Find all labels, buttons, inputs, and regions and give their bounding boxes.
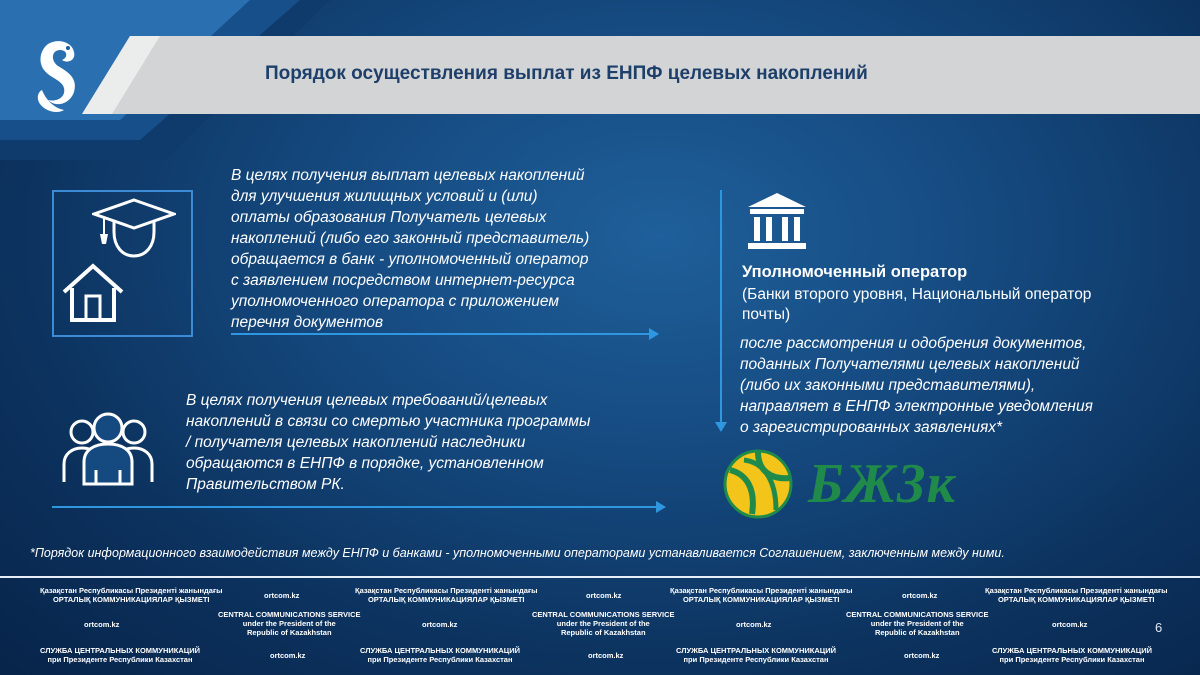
- footer-ru-line1: СЛУЖБА ЦЕНТРАЛЬНЫХ КОММУНИКАЦИЙ: [992, 646, 1153, 655]
- footer-ru-block: [676, 646, 836, 664]
- text-line: оплаты образования Получатель целевых: [231, 209, 547, 226]
- footer-site: ortcom.kz: [902, 591, 938, 600]
- arrow-to-enpf: [52, 506, 664, 508]
- footer-ru-line2: при Президенте Республики Казахстан: [367, 655, 513, 664]
- footer-ru-line2: при Президенте Республики Казахстан: [999, 655, 1145, 664]
- text-line: с заявлением посредством интернет-ресурса: [231, 272, 575, 289]
- footer-kz-block: [985, 586, 1167, 604]
- footer-kz-line1: Қазақстан Республикасы Президенті жанындағы: [985, 586, 1168, 595]
- footer-en-line1: CENTRAL COMMUNICATIONS SERVICE: [846, 610, 989, 619]
- bank-building-icon: [746, 191, 808, 251]
- footer-en-block: [846, 610, 989, 637]
- footer-kz-line1: Қазақстан Республикасы Президенті жанындағы: [40, 586, 223, 595]
- text-line: перечня документов: [231, 314, 384, 331]
- footer-kz-block: [40, 586, 222, 604]
- graduate-icon: [92, 198, 176, 260]
- page-title: Порядок осуществления выплат из ЕНПФ целевых накоплений: [265, 63, 868, 84]
- house-icon: [60, 262, 126, 324]
- page-number: 6: [1155, 620, 1163, 635]
- footer-en-line3: Republic of Kazakhstan: [560, 628, 646, 637]
- operator-subtitle: (Банки второго уровня, Национальный оператор почты): [742, 286, 1092, 323]
- text-line: накоплений в связи со смертью участника программы: [186, 413, 591, 430]
- footer-kz-line1: Қазақстан Республикасы Президенті жанындағы: [355, 586, 538, 595]
- footer-kz-block: [355, 586, 537, 604]
- text-line: после рассмотрения и одобрения документов,: [740, 335, 1087, 352]
- footer-site: ortcom.kz: [588, 651, 624, 660]
- paragraph-inheritance: [186, 390, 656, 495]
- footer-kz-line1: Қазақстан Республикасы Президенті жанындағы: [670, 586, 853, 595]
- footer-en-block: [218, 610, 361, 637]
- footer-en-line2: under the President of the: [870, 619, 964, 628]
- footer-en-line3: Republic of Kazakhstan: [874, 628, 960, 637]
- footer-kz-line2: ОРТАЛЫҚ КОММУНИКАЦИЯЛАР ҚЫЗМЕТІ: [52, 595, 210, 604]
- footer-site: ortcom.kz: [736, 620, 772, 629]
- text-line: (либо их законными представителями),: [740, 377, 1036, 394]
- footer-divider: [0, 576, 1200, 578]
- operator-title: Уполномоченный оператор: [742, 263, 968, 281]
- footer-site: ortcom.kz: [586, 591, 622, 600]
- footer-site: ortcom.kz: [1052, 620, 1088, 629]
- footer-ru-line2: при Президенте Республики Казахстан: [47, 655, 193, 664]
- footer-kz-line2: ОРТАЛЫҚ КОММУНИКАЦИЯЛАР ҚЫЗМЕТІ: [682, 595, 840, 604]
- footer-en-block: [532, 610, 675, 637]
- footer-ru-line2: при Президенте Республики Казахстан: [683, 655, 829, 664]
- footer-en-line2: under the President of the: [556, 619, 650, 628]
- footnote: *Порядок информационного взаимодействия между ЕНПФ и банками - уполномоченными операторами устанавливается Соглашением, заключенным между ними.: [30, 546, 1005, 560]
- footer: [0, 580, 1200, 675]
- footer-en-line1: CENTRAL COMMUNICATIONS SERVICE: [218, 610, 361, 619]
- text-line: В целях получения целевых требований/целевых: [186, 392, 548, 409]
- footer-site: ortcom.kz: [270, 651, 306, 660]
- text-line: Правительством РК.: [186, 476, 345, 493]
- text-line: направляет в ЕНПФ электронные уведомления: [740, 398, 1093, 415]
- text-line: В целях получения выплат целевых накоплений: [231, 167, 585, 184]
- footer-ru-line1: СЛУЖБА ЦЕНТРАЛЬНЫХ КОММУНИКАЦИЙ: [676, 646, 837, 655]
- footer-en-line1: CENTRAL COMMUNICATIONS SERVICE: [532, 610, 675, 619]
- footer-site: ortcom.kz: [422, 620, 458, 629]
- text-line: обращаются в ЕНПФ в порядке, установленном: [186, 455, 544, 472]
- footer-ru-line1: СЛУЖБА ЦЕНТРАЛЬНЫХ КОММУНИКАЦИЙ: [40, 646, 201, 655]
- footer-en-line3: Republic of Kazakhstan: [246, 628, 332, 637]
- text-line: поданных Получателями целевых накоплений: [740, 356, 1080, 373]
- arrow-to-operator: [231, 333, 657, 335]
- text-line: для улучшения жилищных условий и (или): [231, 188, 538, 205]
- enpf-logo-text: БЖЗк: [808, 453, 956, 515]
- footer-ru-block: [40, 646, 200, 664]
- footer-ru-block: [992, 646, 1152, 664]
- footer-site: ortcom.kz: [904, 651, 940, 660]
- text-line: уполномоченного оператора с приложением: [231, 293, 559, 310]
- footer-ru-block: [360, 646, 520, 664]
- text-line: о зарегистрированных заявлениях*: [740, 419, 1003, 436]
- arrow-operator-to-enpf: [720, 190, 722, 430]
- text-line: / получателя целевых накоплений наследники: [186, 434, 526, 451]
- footer-en-line2: under the President of the: [242, 619, 336, 628]
- footer-ru-line1: СЛУЖБА ЦЕНТРАЛЬНЫХ КОММУНИКАЦИЙ: [360, 646, 521, 655]
- logo-emblem-icon: [28, 38, 88, 118]
- footer-kz-line2: ОРТАЛЫҚ КОММУНИКАЦИЯЛАР ҚЫЗМЕТІ: [997, 595, 1155, 604]
- people-group-icon: [60, 412, 156, 486]
- paragraph-bank-application: [231, 165, 651, 333]
- enpf-ball-logo-icon: [722, 448, 794, 520]
- footer-site: ortcom.kz: [264, 591, 300, 600]
- footer-kz-block: [670, 586, 852, 604]
- text-line: накоплений (либо его законный представитель): [231, 230, 590, 247]
- text-line: обращается в банк - уполномоченный оператор: [231, 251, 589, 268]
- footer-site: ortcom.kz: [84, 620, 120, 629]
- footer-kz-line2: ОРТАЛЫҚ КОММУНИКАЦИЯЛАР ҚЫЗМЕТІ: [367, 595, 525, 604]
- paragraph-operator-action: [740, 333, 1160, 438]
